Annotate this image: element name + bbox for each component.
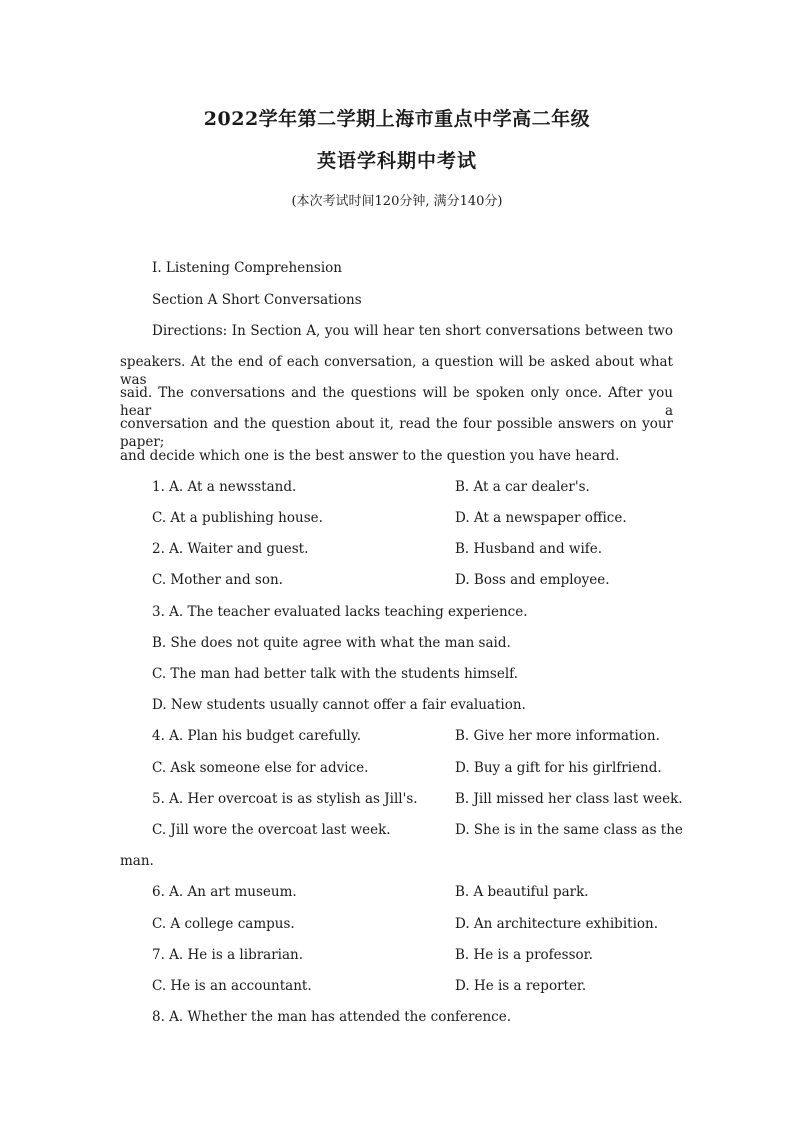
directions-line-2: speakers. At the end of each conversation, a question will be asked about what was [120,354,673,388]
q7-option-b: B. He is a professor. [455,947,593,963]
exam-time-note: (本次考试时间120分钟, 满分140分) [291,194,503,209]
q4-option-b: B. Give her more information. [455,728,660,744]
directions-line-5: and decide which one is the best answer to the question you have heard. [120,448,620,464]
q2-option-a: 2. A. Waiter and guest. [152,541,309,557]
q7-option-a: 7. A. He is a librarian. [152,947,304,963]
directions-line-1: Directions: In Section A, you will hear ten short conversations between two [152,323,673,339]
q1-option-d: D. At a newspaper office. [455,510,627,526]
q1-option-b: B. At a car dealer's. [455,479,590,495]
q4-option-c: C. Ask someone else for advice. [152,760,369,776]
q1-option-a: 1. A. At a newsstand. [152,479,297,495]
exam-subject-title: 英语学科期中考试 [316,150,477,172]
q4-option-d: D. Buy a gift for his girlfriend. [455,760,662,776]
q6-option-b: B. A beautiful park. [455,884,589,900]
q5-option-d: D. She is in the same class as the [455,822,683,838]
q4-option-a: 4. A. Plan his budget carefully. [152,728,361,744]
q3-option-c: C. The man had better talk with the students himself. [152,666,518,682]
q3-option-d: D. New students usually cannot offer a fair evaluation. [152,697,526,713]
q3-option-a: 3. A. The teacher evaluated lacks teaching experience. [152,604,528,620]
section-heading: Section A Short Conversations [152,292,362,308]
q2-option-d: D. Boss and employee. [455,572,610,588]
directions-line-4: conversation and the question about it, read the four possible answers on your paper; [120,416,673,450]
part-heading: I. Listening Comprehension [152,260,342,276]
q5-option-b: B. Jill missed her class last week. [455,791,683,807]
q6-option-c: C. A college campus. [152,916,295,932]
q5-option-c: C. Jill wore the overcoat last week. [152,822,391,838]
q6-option-d: D. An architecture exhibition. [455,916,658,932]
q7-option-d: D. He is a reporter. [455,978,587,994]
q5-option-d-continued: man. [120,853,154,869]
q2-option-b: B. Husband and wife. [455,541,603,557]
exam-title: 2022学年第二学期上海市重点中学高二年级 [203,108,591,130]
q7-option-c: C. He is an accountant. [152,978,312,994]
q2-option-c: C. Mother and son. [152,572,283,588]
q6-option-a: 6. A. An art museum. [152,884,297,900]
q8-option-a: 8. A. Whether the man has attended the conference. [152,1009,512,1025]
q1-option-c: C. At a publishing house. [152,510,323,526]
q3-option-b: B. She does not quite agree with what the man said. [152,635,511,651]
q5-option-a: 5. A. Her overcoat is as stylish as Jill's. [152,791,418,807]
directions-line-3: said. The conversations and the questions will be spoken only once. After you hear a [120,385,673,419]
